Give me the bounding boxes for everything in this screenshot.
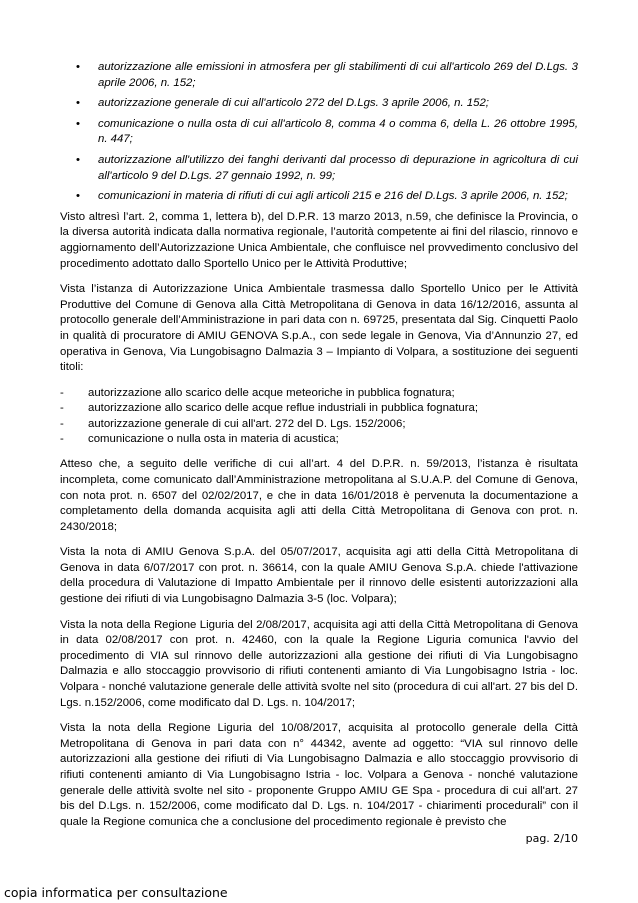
- list-item-text: comunicazioni in materia di rifiuti di cui agli articoli 215 e 216 del D.Lgs. 3 aprile 2006, n. 152;: [98, 190, 568, 203]
- list-item: [60, 189, 578, 205]
- list-item-text: autorizzazione generale di cui all'art. 272 del D. Lgs. 152/2006;: [88, 417, 406, 430]
- bullet-icon: •: [76, 61, 80, 73]
- dash-icon: -: [60, 402, 64, 415]
- bullet-icon: •: [76, 190, 80, 203]
- list-item-text: comunicazione o nulla osta di cui all'articolo 8, comma 4 o comma 6, della L. 26 ottobre 1995, n. 447;: [98, 117, 578, 146]
- page-number: pag. 2/10: [525, 832, 578, 845]
- paragraph-vista-istanza: Vista l’istanza di Autorizzazione Unica Ambientale trasmessa dallo Sportello Unico per le Attività Produttive del Comune di Genova alla Città Metropolitana di Genova in data 16/12/2016, assunta al protocollo generale dell’Amministrazione in pari data con n. 69725, presentata dal Sig. Cinquetti Paolo in qualità di procuratore di AMIU GENOVA S.p.A., con sede legale in Genova, Via d’Annunzio 27, ed operativa in Genova, Via Lungobisagno Dalmazia 3 – Impianto di Volpara, a sostituzione dei seguenti titoli:: [60, 283, 578, 374]
- page-content: [60, 60, 578, 840]
- list-item-text: autorizzazione allo scarico delle acque meteoriche in pubblica fognatura;: [88, 386, 455, 399]
- list-item: [60, 386, 578, 401]
- list-item-text: autorizzazione all'utilizzo dei fanghi derivanti dal processo di depurazione in agricoltura di cui all'articolo 9 del D.Lgs. 27 gennaio 1992, n. 99;: [98, 153, 578, 182]
- list-item: [60, 117, 578, 148]
- dash-list: [60, 386, 578, 448]
- bullet-icon: •: [76, 153, 80, 166]
- dash-icon: -: [60, 417, 64, 430]
- list-item: [60, 96, 578, 112]
- list-item-text: comunicazione o nulla osta in materia di acustica;: [88, 432, 339, 445]
- list-item-text: autorizzazione generale di cui all'articolo 272 del D.Lgs. 3 aprile 2006, n. 152;: [98, 97, 489, 110]
- bullet-list: [60, 60, 578, 205]
- bullet-icon: •: [76, 117, 80, 130]
- paragraph-atteso: Atteso che, a seguito delle verifiche di cui all’art. 4 del D.P.R. n. 59/2013, l’istanza è risultata incompleta, come comunicato dall’Amministrazione metropolitana al S.U.A.P. del Comune di Genova, con nota prot. n. 6507 del 02/02/2017, e che in data 16/01/2018 è pervenuta la documentazione a completamento della domanda acquisita agli atti della Città Metropolitana di Genova con prot. n. 2430/2018;: [60, 458, 578, 533]
- list-item: [60, 432, 578, 447]
- list-item: [60, 401, 578, 416]
- list-item-text: autorizzazione allo scarico delle acque reflue industriali in pubblica fognatura;: [88, 402, 479, 415]
- dash-icon: -: [60, 386, 64, 399]
- list-item-text: autorizzazione alle emissioni in atmosfera per gli stabilimenti di cui all'articolo 269 del D.Lgs. 3 aprile 2006, n. 152;: [98, 61, 578, 89]
- paragraph-nota-amiu: Vista la nota di AMIU Genova S.p.A. del 05/07/2017, acquisita agi atti della Città Metropolitana di Genova in data 6/07/2017 con prot. n. 36614, con la quale AMIU Genova S.p.A. chiede l'attivazione della procedura di Valutazione di Impatto Ambientale per il rinnovo delle esistenti autorizzazioni alla gestione dei rifiuti di via Lungobisagno Dalmazia 3-5 (loc. Volpara);: [60, 546, 578, 606]
- bullet-icon: •: [76, 97, 80, 110]
- watermark-text: copia informatica per consultazione: [4, 885, 228, 900]
- paragraph-visto-altresi: Visto altresì l’art. 2, comma 1, lettera b), del D.P.R. 13 marzo 2013, n.59, che definisce la Provincia, o la diversa autorità indicata dalla normativa regionale, l’autorità competente ai fini del rilascio, rinnovo e aggiornamento dell’Autorizzazione Unica Ambientale, che confluisce nel provvedimento conclusivo del procedimento adottato dallo Sportello Unico per le Attività Produttive;: [60, 210, 578, 270]
- paragraph-nota-regione-2: Vista la nota della Regione Liguria del 10/08/2017, acquisita al protocollo generale della Città Metropolitana di Genova in pari data con n° 44342, avente ad oggetto: “VIA sul rinnovo delle autorizzazioni alla gestione dei rifiuti di Via Lungobisagno Dalmazia e allo stoccaggio provvisorio di rifiuti contenenti amianto di Via Lungobisagno Istria - loc. Volpara a Genova - nonché valutazione generale delle attività svolte nel sito - proponente Gruppo AMIU GE Spa - procedura di cui all'art. 27 bis del D.Lgs. n. 152/2006, come modificato dal D. Lgs. n. 104/2017 - chiarimenti procedurali” con il quale la Regione comunica che a conclusione del procedimento regionale è previsto che: [60, 722, 578, 828]
- paragraph-nota-regione-1: Vista la nota della Regione Liguria del 2/08/2017, acquisita agi atti della Città Metropolitana di Genova in data 02/08/2017 con prot. n. 42460, con la quale la Regione Liguria comunica l'avvio del procedimento di VIA sul rinnovo delle autorizzazioni alla gestione dei rifiuti di Via Lungobisagno Dalmazia e allo stoccaggio provvisorio di rifiuti contenenti amianto di Via Lungobisagno Istria - loc. Volpara - nonché valutazione generale delle attività svolte nel sito (procedura di cui all'art. 27 bis del D. Lgs. n.152/2006, come modificato dal D. Lgs. n. 104/2017;: [60, 618, 578, 709]
- list-item: [60, 153, 578, 184]
- dash-icon: -: [60, 432, 64, 445]
- list-item: [60, 60, 578, 91]
- list-item: [60, 417, 578, 432]
